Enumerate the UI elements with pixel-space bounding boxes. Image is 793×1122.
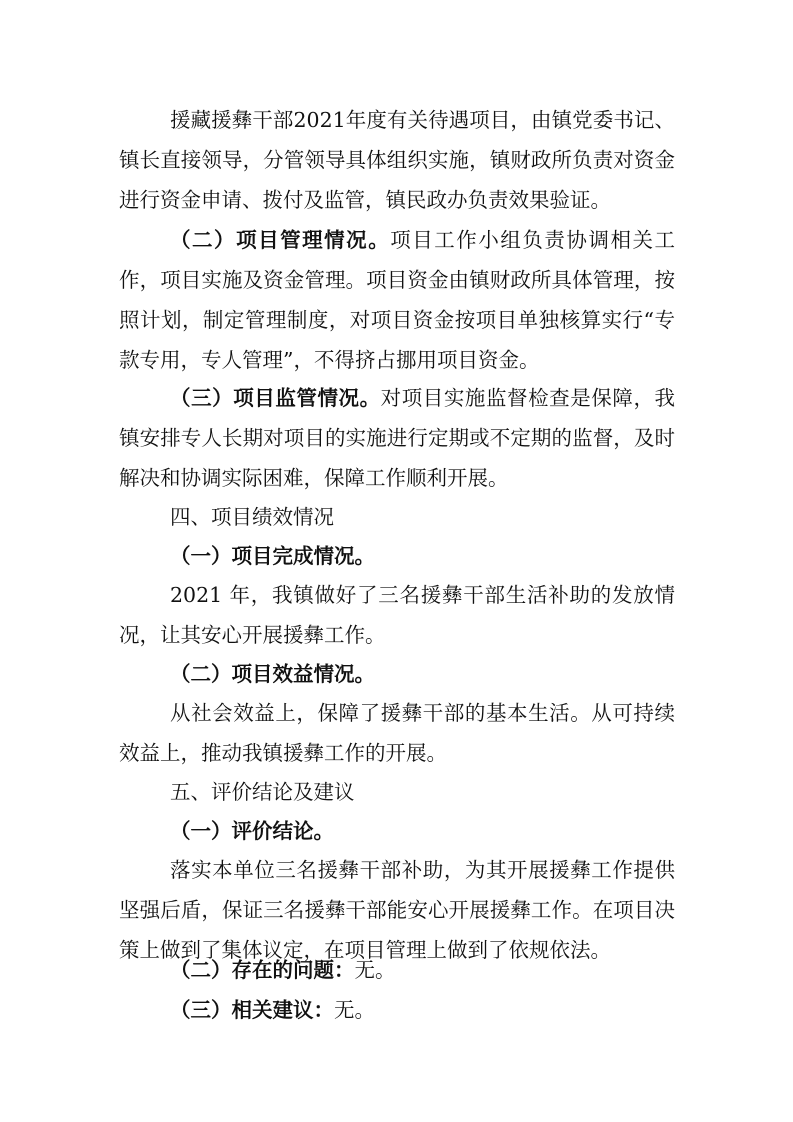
paragraph-text: 从社会效益上，保障了援彝干部的基本生活。从可持续效益上，推动我镇援彝工作的开展。 [119,701,675,765]
line-suggestions [170,990,375,1030]
paragraph-benefit [119,693,675,773]
suggestions-value: 无。 [334,998,375,1022]
subheading-problems: （二）存在的问题： [170,958,355,982]
subheading-benefit: （二）项目效益情况。 [170,662,375,686]
paragraph-text: 落实本单位三名援彝干部补助，为其开展援彝工作提供坚强后盾，保证三名援彝干部能安心开展援彝工作。在项目决策上做到了集体议定，在项目管理上做到了依规依法。 [119,858,675,962]
subheading-suggestions: （三）相关建议： [170,998,334,1022]
subheading-evaluation: （一）评价结论。 [170,819,334,843]
paragraph-completion [119,575,675,655]
paragraph-project-management [119,220,675,380]
section-lead-supervision: （三）项目监管情况。 [170,386,381,410]
heading-performance: 四、项目绩效情况 [170,505,334,529]
problems-value: 无。 [354,958,396,982]
paragraph-text: 项目工作小组负责协调相关工作，项目实施及资金管理。项目资金由镇财政所具体管理，按照计划，制定管理制度，对项目资金按项目单独核算实行“专款专用，专人管理”，不得挤占挪用项目资金。 [119,228,676,372]
subheading-completion: （一）项目完成情况。 [170,544,375,568]
paragraph-text: 对项目实施监督检查是保障，我镇安排专人长期对项目的实施进行定期或不定期的监督，及时解决和协调实际困难，保障工作顺利开展。 [119,386,676,490]
heading-conclusion: 五、评价结论及建议 [170,780,355,804]
paragraph-text: 援藏援彝干部2021年度有关待遇项目，由镇党委书记、镇长直接领导，分管领导具体组织实施，镇财政所负责对资金进行资金申请、拨付及监管，镇民政办负责效果验证。 [119,108,675,212]
paragraph-text: 2021 年，我镇做好了三名援彝干部生活补助的发放情况，让其安心开展援彝工作。 [119,583,675,647]
paragraph-project-supervision [119,378,675,498]
line-problems [170,950,396,990]
section-lead-management: （二）项目管理情况。 [170,228,391,252]
paragraph-project-organization [119,100,675,220]
